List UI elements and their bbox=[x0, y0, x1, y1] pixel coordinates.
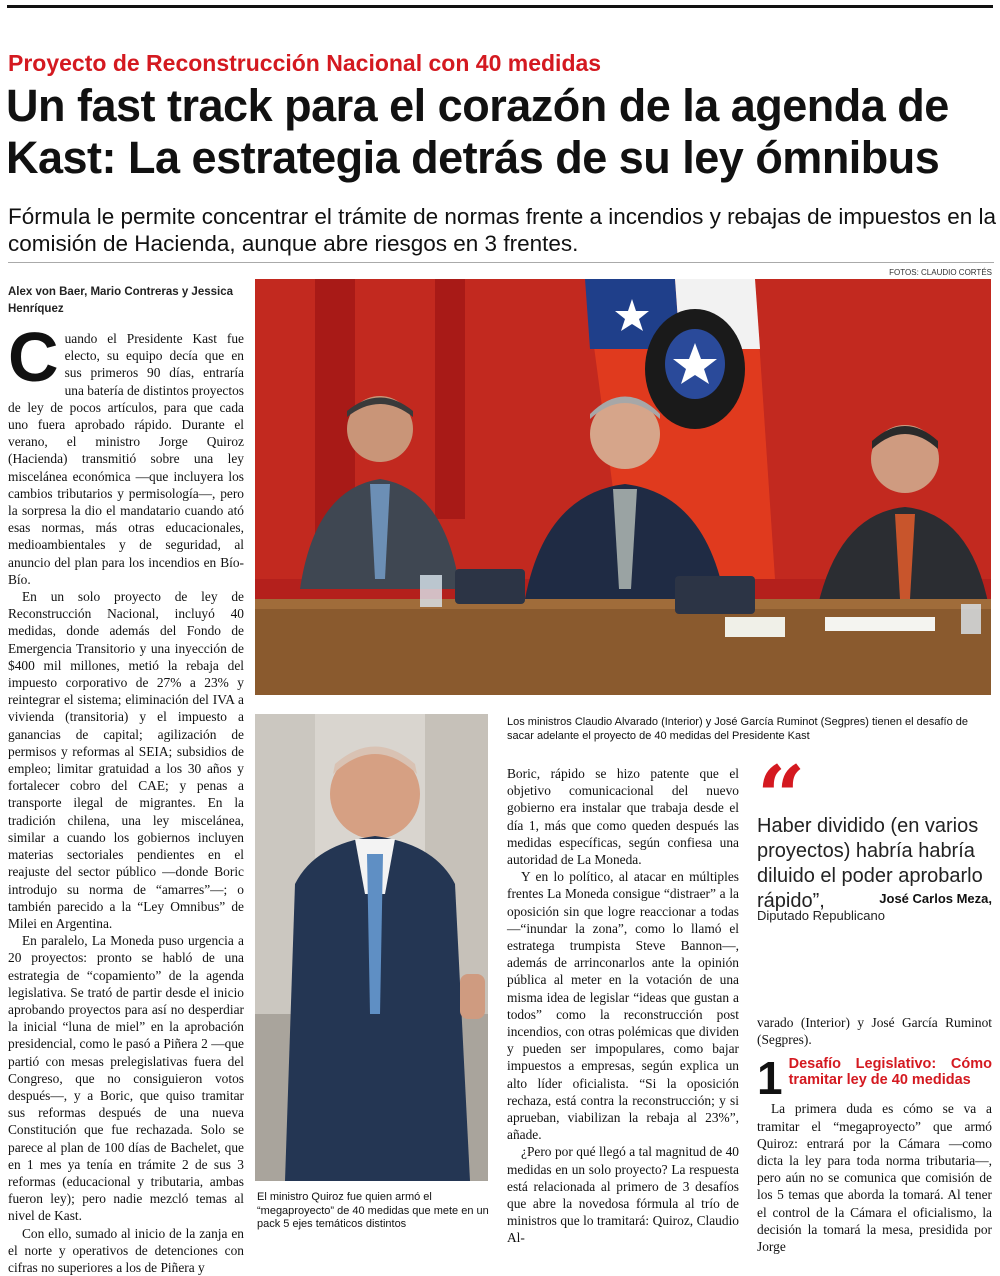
subsection-header bbox=[757, 1052, 992, 1105]
main-photo bbox=[255, 279, 991, 695]
quote-text: Haber dividido (en varios proyectos) habría habría diluido el poder aprobarlo rápido”, bbox=[757, 815, 983, 912]
paragraph: uando el Presidente Kast fue electo, su equipo decía que en sus primeros 90 días, entraría una batería de distintos proyectos de ley de pocos artículos, para que cada uno fuera aprobado rápido. Durante el verano, el ministro Jorge Quiroz (Hacienda) transmitió sobre una ley miscelánea económica —que incluyera los cambios tributarios y permisología—, pero la sorpresa la dio el mandatario cuando ató esas normas, más otras educacionales, medioambientales y de seguridad, al anuncio del plan para los incendios en Bío-Bío. bbox=[8, 331, 244, 587]
quote-mark-icon: “ bbox=[757, 747, 806, 846]
top-rule bbox=[7, 5, 993, 8]
pull-quote bbox=[757, 747, 992, 982]
paragraph: En paralelo, La Moneda puso urgencia a 20 proyectos: pronto se habló de una estrategia de “copamiento” de la agenda legislativa. Se trató de partir desde el inicio aprobando proyectos para así no desperdiar la inicial “luna de miel” en la aprobación presidencial, como le pasó a Piñera 2 —que partió con mesas prelegislativas fuera del Congreso, que no consiguieron votos después—, y a Boric, que quiso tramitar sus reformas después de una nueva Constitución que fue rechazada. Solo se parece al plan de 100 días de Bachelet, que en 1 mes ya tenía en trámite 2 de sus 3 reformas (educacional y tributaria, ambas fueron ley); pero nadie mezcló temas al nivel de Kast. bbox=[8, 933, 244, 1224]
minister-quiroz-photo bbox=[255, 714, 488, 1181]
paragraph: En un solo proyecto de ley de Reconstrucción Nacional, incluyó 40 medidas, donde además del Fondo de Emergencia Transitorio y una inyección de $400 mil millones, metió la rebaja del impuesto corporativo de 27% a 23% y reintegrar el sistema; eliminación del IVA a vivienda (transitoria) y el impuesto a ganancias de capital; agilización de permisos y reformas al SEIA; subsidios de empleo; limitar gratuidad a los 30 años y fortalecer cobro del CAE; y penas a transporte ilegal de migrantes. En la tradición chilena, una ley miscelánea, similar a cuando los gobiernos incluyen materias sectoriales pendientes en el reajuste del sector público —donde Boric introdujo su norma de “amarres”—; o también parecido a la “Ley Omnibus” de Milei en Argentina. bbox=[8, 589, 244, 931]
subsection-number: 1 bbox=[757, 1052, 783, 1105]
paragraph: Con ello, sumado al inicio de la zanja en el norte y operativos de detenciones con cifras no superiores a los de Piñera y bbox=[8, 1225, 244, 1275]
article-column-3 bbox=[507, 765, 739, 1246]
paragraph: ¿Pero por qué llegó a tal magnitud de 40 medidas en un solo proyecto? La respuesta está relacionada al primero de 3 desafíos que abre la novedosa fórmula al trío de ministros que lo tramitará: Quiroz, Claudio Al- bbox=[507, 1144, 739, 1246]
secondary-photo bbox=[255, 714, 488, 1181]
photo-credit: FOTOS: CLAUDIO CORTÉS bbox=[889, 268, 992, 277]
article-headline: Un fast track para el corazón de la agenda de Kast: La estrategia detrás de su ley ómnibus bbox=[6, 80, 949, 183]
subsection-title: Desafío Legislativo: Cómo tramitar ley de 40 medidas bbox=[788, 1056, 992, 1089]
quote-author-role: Diputado Republicano bbox=[757, 908, 885, 923]
paragraph: Boric, rápido se hizo patente que el objetivo comunicacional del nuevo gobierno era instalar que trabaja desde el día 1, más que como queden después las medidas específicas, según confiesa una autoridad de La Moneda. bbox=[507, 766, 739, 868]
article-column-1 bbox=[8, 318, 244, 1275]
article-kicker: Proyecto de Reconstrucción Nacional con 40 medidas bbox=[8, 50, 602, 76]
article-deck: Fórmula le permite concentrar el trámite de normas frente a incendios y rebajas de impuestos en la comisión de Hacienda, aunque abre riesgos en 3 frentes. bbox=[8, 204, 996, 256]
drop-cap: C bbox=[8, 318, 59, 396]
byline: Alex von Baer, Mario Contreras y Jessica Henríquez bbox=[8, 286, 233, 315]
article-column-4 bbox=[757, 1014, 992, 1255]
paragraph: La primera duda es cómo se va a tramitar el “megaproyecto” que armó Quiroz: entrará por la Cámara —como dicta la ley para toda norma tributaria—, pero aún no se comunica que comisión de los 5 temas que aborda la tomará. Al tener el control de la Cámara el oficialismo, la decisión la tomará la mesa, presidida por Jorge bbox=[757, 1101, 992, 1255]
deck-divider bbox=[8, 262, 994, 263]
quote-author: José Carlos Meza, bbox=[879, 891, 992, 906]
main-photo-caption: Los ministros Claudio Alvarado (Interior) y José García Ruminot (Segpres) tienen el desafío de sacar adelante el proyecto de 40 medidas del Presidente Kast bbox=[507, 716, 968, 742]
ministers-press-photo bbox=[255, 279, 991, 695]
paragraph: varado (Interior) y José García Ruminot (Segpres). bbox=[757, 1015, 992, 1048]
paragraph: Y en lo político, al atacar en múltiples frentes La Moneda consigue “distraer” a la oposición sin que logre reaccionar a todas —“inundar la zona”, como lo llamó el estratega trumpista Steve Bannon—, además de arrinconarlos ante la opinión pública al meter en la votación de una misma idea de legislar “ideas que gustan a todos” como la reconstrucción post incendios, con otras polémicas que dividen y pueden ser impopulares, como bajar impuestos a empresas, según explica un alto líder oficialista. “Si la oposición rechaza, está contra la reconstrucción; y si aprueban, viabilizan la rebaja al 23%”, añade. bbox=[507, 869, 739, 1143]
secondary-photo-caption: El ministro Quiroz fue quien armó el “megaproyecto” de 40 medidas que mete en un pack 5 ejes temáticos distintos bbox=[257, 1191, 489, 1230]
